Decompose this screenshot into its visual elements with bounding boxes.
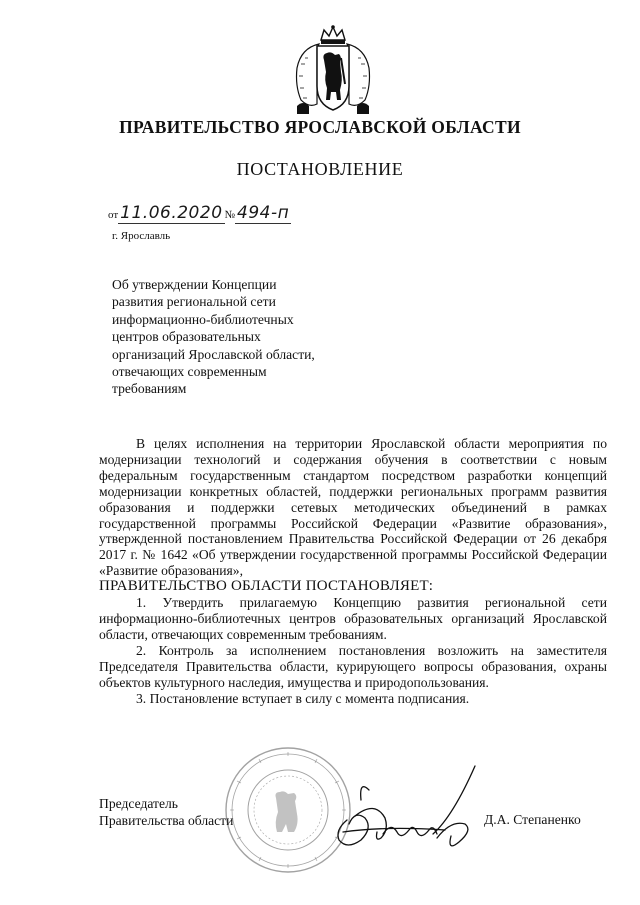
government-name: ПРАВИТЕЛЬСТВО ЯРОСЛАВСКОЙ ОБЛАСТИ xyxy=(119,117,521,137)
document-date: 11.06.2020 xyxy=(120,203,223,223)
signatory-position xyxy=(99,795,233,829)
decree-item-3: 3. Постановление вступает в силу с момента подписания. xyxy=(136,690,470,706)
subject-line: развития региональной сети xyxy=(112,294,276,310)
subject-line: информационно-библиотечных xyxy=(112,311,294,327)
decree-item-1: 1. Утвердить прилагаемую Концепцию развития региональной сети информационно-библиотечных центров образовательных организаций Ярославской области, отвечающих современным требованиям. xyxy=(99,595,607,642)
document-type: ПОСТАНОВЛЕНИЕ xyxy=(236,159,404,179)
subject-line: организаций Ярославской области, xyxy=(112,346,315,362)
subject-line: Об утверждении Концепции xyxy=(112,277,277,292)
position-line: Правительства области xyxy=(99,813,234,828)
preamble-paragraph: В целях исполнения на территории Ярославской области мероприятия по модернизации технологий и содержания обучения в соответствии с новым федеральным государственным стандартом посредством разработки концепций модернизации конкретных областей, поддержки региональных программ развития образования и поддержки сетевых методических объединений в рамках государственной программы Российской Федерации «Развитие образования», утвержденной постановлением Правительства Российской Федерации от 26 декабря 2017 г. № 1642 «Об утверждении государственной программы Российской Федерации «Развитие образования», xyxy=(99,436,607,579)
document-subject xyxy=(112,276,372,398)
decree-item-2: 2. Контроль за исполнением постановления возложить на заместителя Председателя Правительства области, курирующего вопросы образования, охраны объектов культурного наследия, имущества и природопользования. xyxy=(99,642,607,690)
document-body xyxy=(99,436,607,706)
city: г. Ярославль xyxy=(112,230,171,242)
number-prefix: № xyxy=(224,209,236,221)
subject-line: отвечающих современным xyxy=(112,364,267,380)
subject-line: требованиям xyxy=(112,381,187,397)
date-prefix: от xyxy=(108,209,119,221)
signatory-name: Д.А. Степаненко xyxy=(484,812,581,827)
position-line: Председатель xyxy=(99,796,178,811)
date-number-line xyxy=(108,203,291,224)
coat-of-arms-icon xyxy=(291,24,375,116)
decree-heading: ПРАВИТЕЛЬСТВО ОБЛАСТИ ПОСТАНОВЛЯЕТ: xyxy=(99,578,434,595)
document-number: 494-п xyxy=(237,203,290,223)
handwritten-signature-icon xyxy=(325,760,495,870)
subject-line: центров образовательных xyxy=(112,329,261,345)
